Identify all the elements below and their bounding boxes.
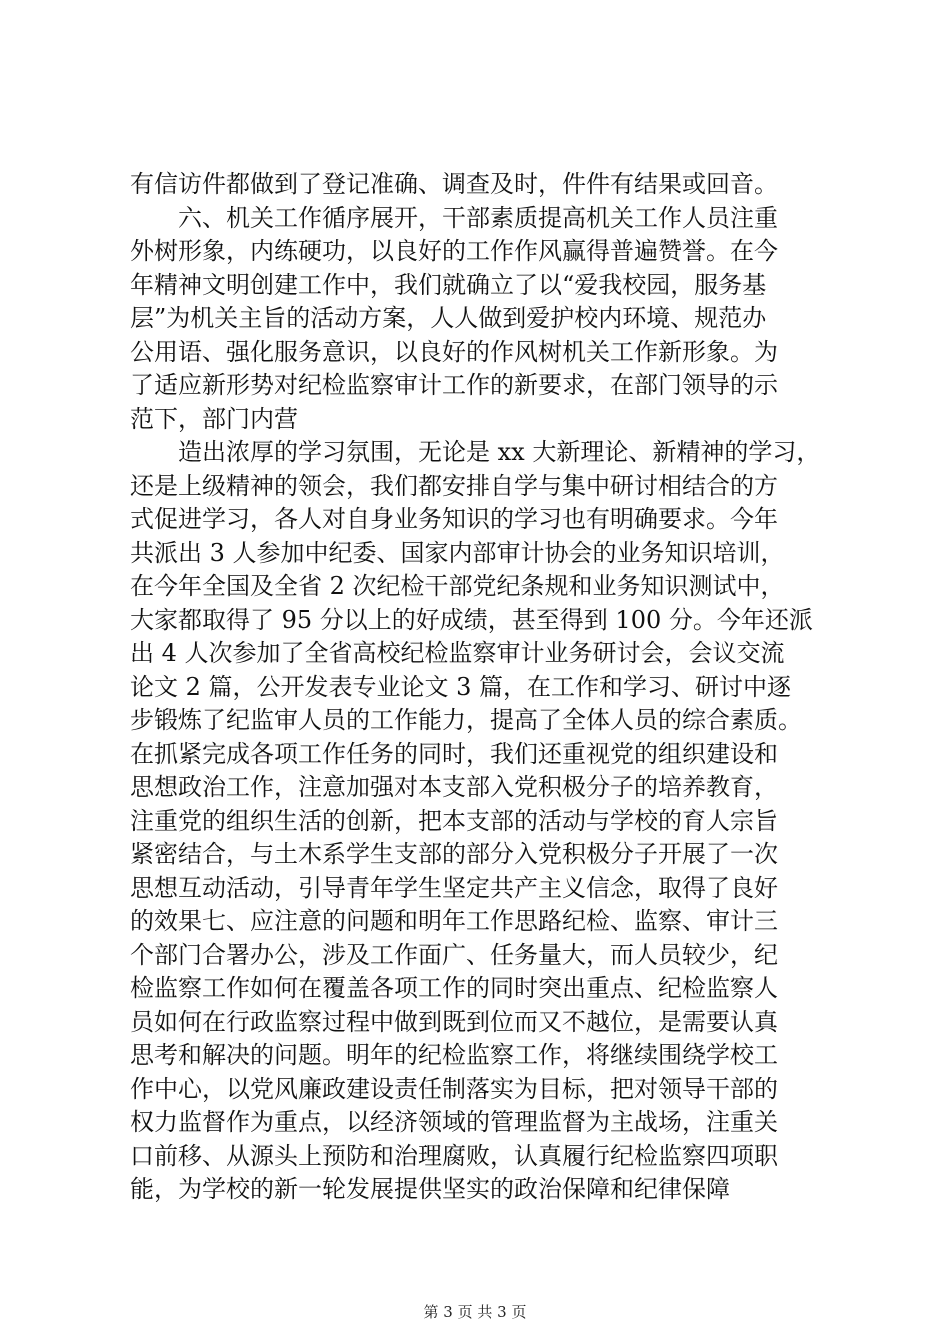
text-line: 步锻炼了纪监审人员的工作能力，提高了全体人员的综合素质。 <box>130 706 802 734</box>
page-footer <box>0 1302 950 1322</box>
text-line: 在今年全国及全省 2 次纪检干部党纪条规和业务知识测试中， <box>130 572 785 600</box>
text-line: 六、机关工作循序展开，干部素质提高机关工作人员注重 <box>130 203 778 232</box>
text-line: 员如何在行政监察过程中做到既到位而又不越位，是需要认真 <box>130 1007 778 1036</box>
text-line: 年精神文明创建工作中，我们就确立了以“爱我校园，服务基 <box>130 270 767 299</box>
text-line: 式促进学习，各人对自身业务知识的学习也有明确要求。今年 <box>130 505 778 533</box>
text-line: 有信访件都做到了登记准确、调查及时，件件有结果或回音。 <box>130 170 778 198</box>
text-line: 造出浓厚的学习氛围，无论是 xx 大新理论、新精神的学习， <box>130 438 821 466</box>
text-line: 还是上级精神的领会，我们都安排自学与集中研讨相结合的方 <box>130 471 778 500</box>
text-line: 思想政治工作，注意加强对本支部入党积极分子的培养教育， <box>130 773 778 801</box>
text-line: 论文 2 篇，公开发表专业论文 3 篇，在工作和学习、研讨中逐 <box>130 672 792 701</box>
text-line: 能，为学校的新一轮发展提供坚实的政治保障和纪律保障 <box>130 1175 730 1203</box>
text-line: 思考和解决的问题。明年的纪检监察工作，将继续围绕学校工 <box>130 1041 778 1069</box>
text-line: 作中心，以党风廉政建设责任制落实为目标，把对领导干部的 <box>130 1074 778 1103</box>
text-line: 层”为机关主旨的活动方案，人人做到爱护校内环境、规范办 <box>130 304 767 332</box>
text-line: 紧密结合，与土木系学生支部的部分入党积极分子开展了一次 <box>130 840 778 868</box>
document-body <box>130 168 830 1207</box>
text-line: 在抓紧完成各项工作任务的同时，我们还重视党的组织建设和 <box>130 739 778 768</box>
text-line: 个部门合署办公，涉及工作面广、任务量大，而人员较少，纪 <box>130 940 778 969</box>
text-line: 大家都取得了 95 分以上的好成绩，甚至得到 100 分。今年还派 <box>130 605 813 634</box>
text-line: 的效果七、应注意的问题和明年工作思路纪检、监察、审计三 <box>130 907 778 935</box>
text-line: 外树形象，内练硬功，以良好的工作作风赢得普遍赞誉。在今 <box>130 237 778 265</box>
page-number: 第 3 页 共 3 页 <box>423 1303 527 1321</box>
text-line: 共派出 3 人参加中纪委、国家内部审计协会的业务知识培训， <box>130 538 785 567</box>
text-line: 出 4 人次参加了全省高校纪检监察审计业务研讨会，会议交流 <box>130 639 785 667</box>
text-line: 权力监督作为重点，以经济领域的管理监督为主战场，注重关 <box>130 1108 778 1136</box>
text-line: 检监察工作如何在覆盖各项工作的同时突出重点、纪检监察人 <box>130 974 778 1002</box>
text-line: 范下，部门内营 <box>130 404 298 433</box>
text-line: 了适应新形势对纪检监察审计工作的新要求，在部门领导的示 <box>130 371 778 399</box>
text-line: 公用语、强化服务意识，以良好的作风树机关工作新形象。为 <box>130 337 778 366</box>
text-line: 注重党的组织生活的创新，把本支部的活动与学校的育人宗旨 <box>130 806 778 835</box>
text-line: 思想互动活动，引导青年学生坚定共产主义信念，取得了良好 <box>130 873 778 902</box>
text-line: 口前移、从源头上预防和治理腐败，认真履行纪检监察四项职 <box>130 1141 778 1170</box>
